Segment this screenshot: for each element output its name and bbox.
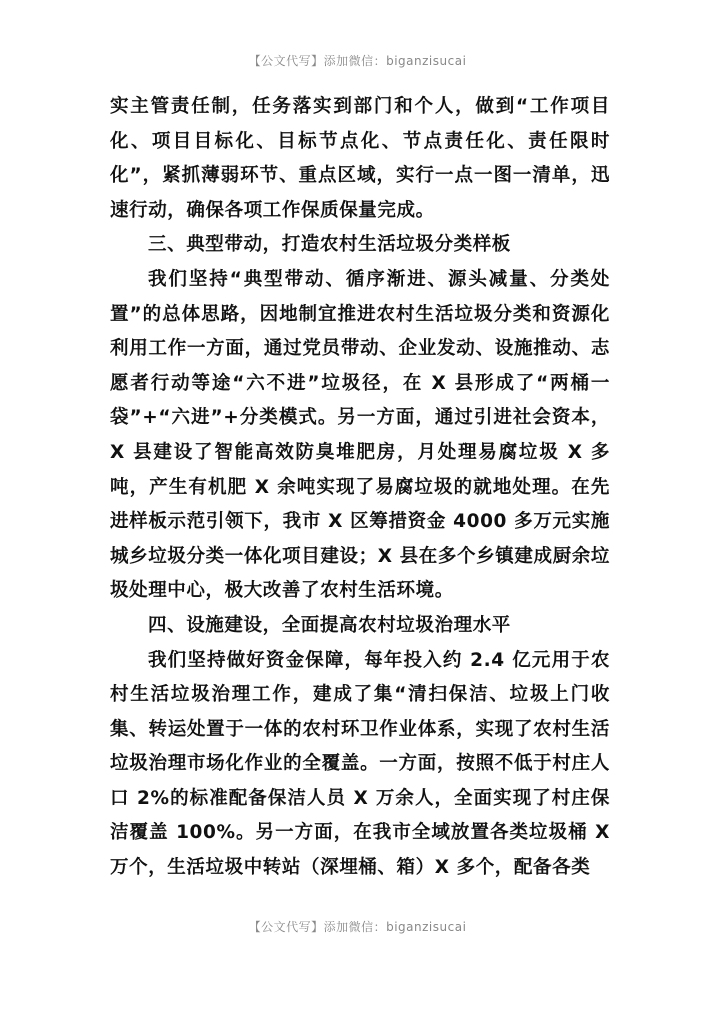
section-heading-3: 三、典型带动，打造农村生活垃圾分类样板: [148, 234, 511, 256]
document-body: [110, 90, 610, 886]
paragraph-continuation: 实主管责任制，任务落实到部门和个人，做到“工作项目化、项目目标化、目标节点化、节点责任化、责任限时化”，紧抓薄弱环节、重点区域，实行一点一图一清单，迅速行动，确保各项工作保质保量完成。: [110, 96, 610, 221]
paragraph-section-3: 我们坚持“典型带动、循序渐进、源头减量、分类处置”的总体思路，因地制宜推进农村生活垃圾分类和资源化利用工作一方面，通过党员带动、企业发动、设施推动、志愿者行动等途“六不进”垃圾径，在 X 县形成了“两桶一袋”+“六进”+分类模式。另一方面，通过引进社会资本，X 县建设了智能高效防臭堆肥房，月处理易腐垃圾 X 多吨，产生有机肥 X 余吨实现了易腐垃圾的就地处理。在先进样板示范引领下，我市 X 区筹措资金 4000 多万元实施城乡垃圾分类一体化项目建设；X 县在多个乡镇建成厨余垃圾处理中心，极大改善了农村生活环境。: [110, 268, 610, 602]
watermark-bottom: 【公文代写】添加微信：biganzisucai: [248, 920, 467, 934]
watermark-top: 【公文代写】添加微信：biganzisucai: [248, 54, 467, 68]
paragraph-section-4: 我们坚持做好资金保障，每年投入约 2.4 亿元用于农村生活垃圾治理工作，建成了集“清扫保洁、垃圾上门收集、转运处置于一体的农村环卫作业体系，实现了农村生活垃圾治理市场化作业的全覆盖。一方面，按照不低于村庄人口 2%的标准配备保洁人员 X 万余人，全面实现了村庄保洁覆盖 100%。另一方面，在我市全域放置各类垃圾桶 X 万个，生活垃圾中转站（深埋桶、箱）X 多个，配备各类: [110, 649, 610, 879]
section-heading-4: 四、设施建设，全面提高农村垃圾治理水平: [148, 614, 511, 636]
